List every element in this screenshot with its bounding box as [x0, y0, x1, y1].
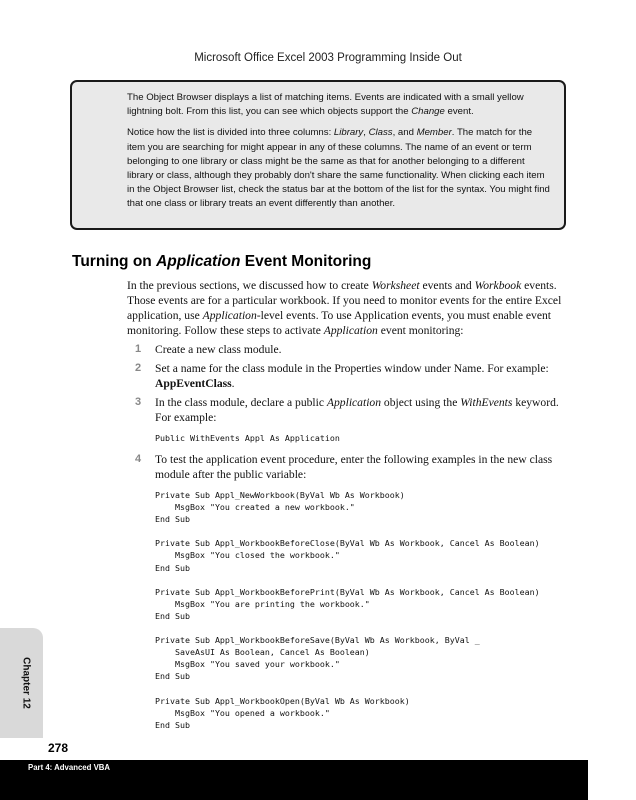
step-item: [133, 395, 567, 425]
step-text: Set a name for the class module in the Properties window under Name. For example: AppEventClass.: [155, 362, 549, 390]
running-head: Microsoft Office Excel 2003 Programming Inside Out: [194, 52, 462, 64]
step-text: Create a new class module.: [155, 343, 282, 356]
code-event-procedures: Private Sub Appl_NewWorkbook(ByVal Wb As Workbook) MsgBox "You created a new workbook." End Sub Private Sub Appl_WorkbookBeforeClose(ByVal Wb As Workbook, Cancel As Boolean) MsgBox "You closed the workbook." End Sub Private Sub Appl_WorkbookBeforePrint(ByVal Wb As Workbook, Cancel As Boolean) MsgBox "You are printing the workbook." End Sub Private Sub Appl_WorkbookBeforeSave(ByVal Wb As Workbook, ByVal _ SaveAsUI As Boolean, Cancel As Boolean) MsgBox "You saved your workbook." End Sub Private Sub Appl_WorkbookOpen(ByVal Wb As Workbook) MsgBox "You opened a workbook." End Sub: [155, 490, 540, 730]
step-item: [133, 342, 567, 357]
step-number: 4: [135, 453, 142, 465]
step-number: 1: [135, 343, 142, 355]
note-paragraph-1: The Object Browser displays a list of matching items. Events are indicated with a small yellow lightning bolt. From this list, you can see which objects support the Change event.: [127, 92, 524, 118]
code-declaration: Public WithEvents Appl As Application: [155, 433, 340, 443]
footer-part-label: Part 4: Advanced VBA: [28, 763, 111, 772]
steps-list: [133, 342, 567, 429]
note-box: [70, 80, 566, 230]
step-number: 3: [135, 396, 142, 408]
page-number: 278: [48, 741, 69, 755]
step-item: [133, 452, 567, 482]
step-text: To test the application event procedure, enter the following examples in the new class module after the public variable:: [155, 453, 553, 481]
note-paragraph-2: Notice how the list is divided into three columns: Library, Class, and Member. The match for the item you are searching for might appear in any of these columns. The name of an event or term belonging to one library or class might be the same as that for another belonging to a different library or class, although they probably don't share the same functionality. When clicking each item in the Object Browser list, check the status bar at the bottom of the list for the syntax. You might find that one class or library treats an event differently than another.: [127, 127, 550, 210]
intro-paragraph: In the previous sections, we discussed how to create Worksheet events and Workbook events. Those events are for a particular workbook. If you need to monitor events for the entire Excel application, use Application-level events. To use Application events, you must enable event monitoring. Follow these steps to activate Application event monitoring:: [127, 279, 562, 337]
step-text: In the class module, declare a public Application object using the WithEvents keyword. For example:: [155, 396, 559, 424]
step-item: [133, 361, 567, 391]
section-heading: Turning on Application Event Monitoring: [72, 253, 372, 270]
step-number: 2: [135, 362, 142, 374]
chapter-tab-label: Chapter 12: [20, 657, 32, 709]
